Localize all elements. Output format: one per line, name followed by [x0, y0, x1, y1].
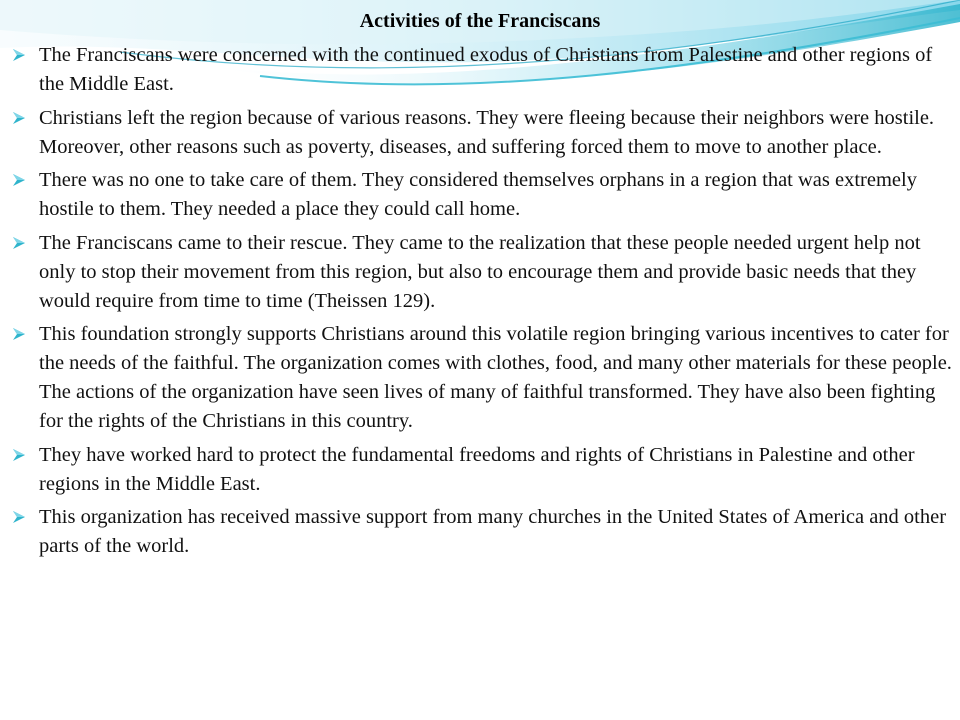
- bullet-text: The Franciscans came to their rescue. They came to the realization that these people needed urgent help not only to stop their movement from this region, but also to encourage them and provide basic needs that they would require from time to time (Theissen 129).: [39, 231, 921, 312]
- arrow-bullet-icon: [12, 173, 26, 187]
- bullet-text: The Franciscans were concerned with the continued exodus of Christians from Palestine and other regions of the Middle East.: [39, 44, 933, 95]
- bullet-item: [12, 320, 952, 436]
- bullet-item: [12, 229, 952, 316]
- bullet-text: They have worked hard to protect the fundamental freedoms and rights of Christians in Palestine and other regions in the Middle East.: [39, 443, 915, 495]
- bullet-item: [12, 104, 952, 162]
- arrow-bullet-icon: [12, 236, 26, 250]
- arrow-bullet-icon: [12, 510, 26, 524]
- bullet-list: [12, 41, 952, 566]
- bullet-item: [12, 503, 952, 561]
- bullet-text: This foundation strongly supports Christians around this volatile region bringing various incentives to cater for the needs of the faithful. The organization comes with clothes, food, and many other materials for these people. The actions of the organization have seen lives of many of faithful transformed. They have also been fighting for the rights of the Christians in this country.: [39, 323, 952, 432]
- bullet-text: There was no one to take care of them. They considered themselves orphans in a region that was extremely hostile to them. They needed a place they could call home.: [39, 169, 917, 220]
- arrow-bullet-icon: [12, 327, 26, 341]
- bullet-item: [12, 441, 952, 499]
- arrow-bullet-icon: [12, 448, 26, 462]
- slide-title: Activities of the Franciscans: [359, 10, 601, 32]
- bullet-item: [12, 41, 952, 99]
- arrow-bullet-icon: [12, 111, 26, 125]
- bullet-text: Christians left the region because of various reasons. They were fleeing because their neighbors were hostile. Moreover, other reasons such as poverty, diseases, and suffering forced them to move to another place.: [39, 106, 935, 158]
- arrow-bullet-icon: [12, 48, 26, 62]
- bullet-text: This organization has received massive support from many churches in the United States of America and other parts of the world.: [39, 506, 947, 557]
- bullet-item: [12, 166, 952, 224]
